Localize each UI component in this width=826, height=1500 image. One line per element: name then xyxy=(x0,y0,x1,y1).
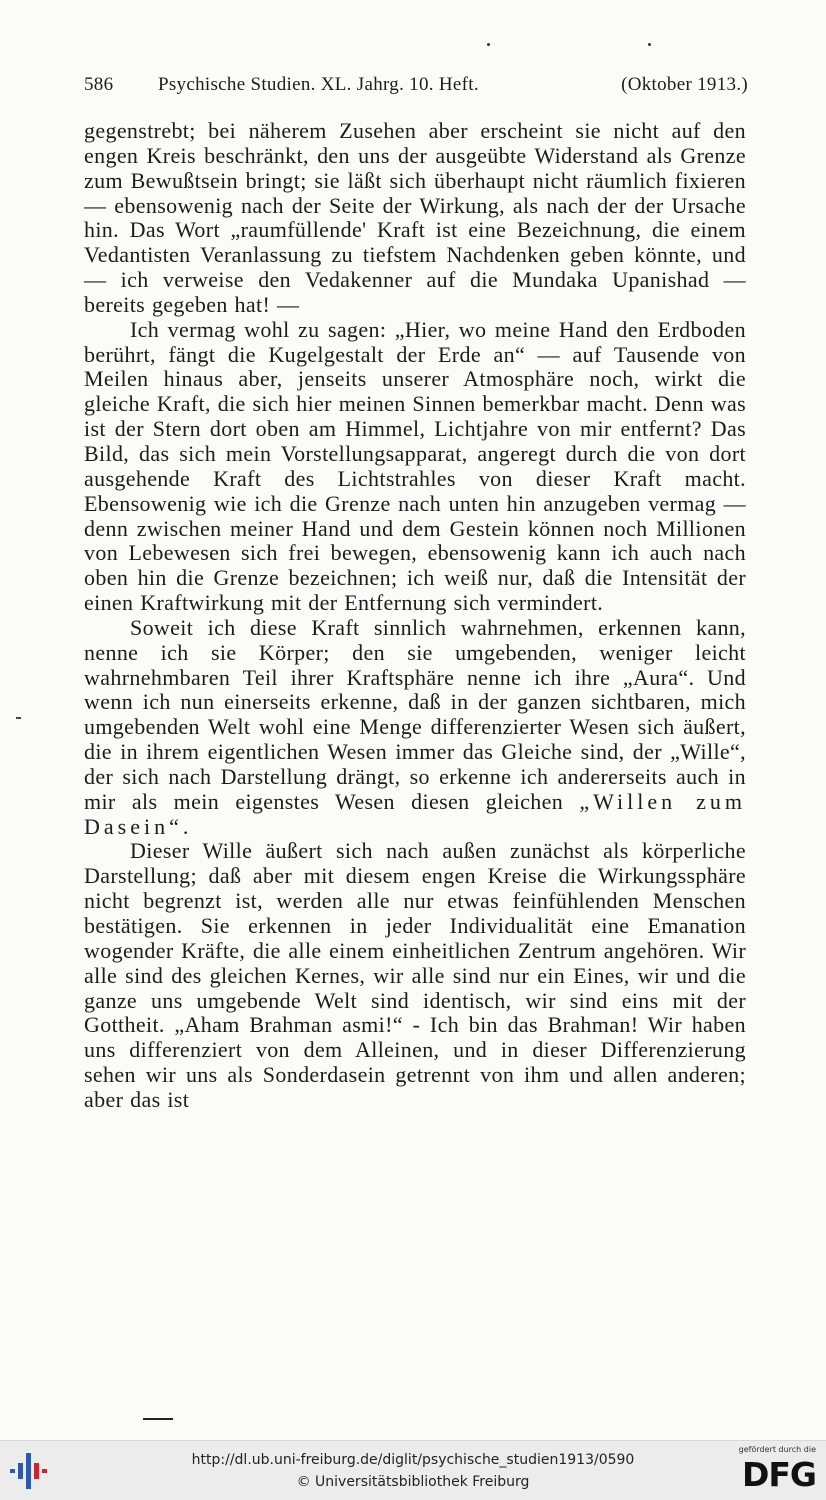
paragraph-2: Ich vermag wohl zu sagen: „Hier, wo meine Hand den Erdboden berührt, fängt die Kugelgestalt der Erde an“ — auf Tausende von Meilen hinaus aber, jenseits unserer Atmosphäre noch, wirkt die gleiche Kraft, die sich hier meinen Sinnen bemerkbar macht. Denn was ist der Stern dort oben am Himmel, Lichtjahre von mir entfernt? Das Bild, das sich mein Vorstellungsapparat, angeregt durch die von dort ausgehende Kraft des Lichtstrahles von dieser Kraft macht. Ebensowenig wie ich die Grenze nach unten hin anzugeben vermag — denn zwischen meiner Hand und dem Gestein können noch Millionen von Lebewesen sich frei bewegen, ebensowenig kann ich auch nach oben hin die Grenze bezeichnen; ich weiß nur, daß die Intensität der einen Kraftwirkung mit der Entfernung sich vermindert. xyxy=(84,316,746,616)
spaced-emphasis: „Willen zum Dasein“. xyxy=(84,788,746,839)
paragraph-3 xyxy=(84,616,746,840)
body-text xyxy=(84,119,746,1113)
running-header xyxy=(84,74,748,104)
margin-mark xyxy=(16,717,21,719)
digital-library-footer xyxy=(0,1440,826,1500)
dfg-funding-label: gefördert durch die xyxy=(738,1445,816,1454)
page-number: 586 xyxy=(84,74,114,95)
footnote-rule xyxy=(143,1418,173,1420)
copyright-notice: © Universitätsbibliothek Freiburg xyxy=(296,1474,530,1490)
paragraph-1: gegenstrebt; bei näherem Zusehen aber erscheint sie nicht auf den engen Kreis beschränkt, den uns der ausgeübte Widerstand als Grenze zum Bewußtsein bringt; sie läßt sich überhaupt nicht räumlich fixieren — ebensowenig nach der Seite der Wirkung, als nach der der Ursache hin. Das Wort „raumfüllende' Kraft ist eine Bezeichnung, die einem Vedantisten Veranlassung zu tiefstem Nachdenken geben könnte, und — ich verweise den Vedakenner auf die Mundaka Upanishad — bereits gegeben hat! — xyxy=(84,118,746,317)
dfg-logo: DFG xyxy=(741,1455,816,1494)
scan-speck xyxy=(487,43,490,46)
paragraph-4: Dieser Wille äußert sich nach außen zunächst als körperliche Darstellung; daß aber mit diesem engen Kreise die Wirkungssphäre nicht begrenzt ist, werden alle nur etwas feinfühlenden Menschen bestätigen. Sie erkennen in jeder Individualität eine Emanation wogender Kräfte, die alle einem einheitlichen Zentrum angehören. Wir alle sind des gleichen Kernes, wir alle sind nur ein Eines, wir und die ganze uns umgebende Welt sind identisch, wir sind eins mit der Gottheit. „Aham Brahman asmi!“ - Ich bin das Brahman! Wir haben uns differenziert von dem Alleinen, und in dieser Differenzierung sehen wir uns als Sonderdasein getrennt von ihm und allen anderen; aber das ist xyxy=(84,838,746,1112)
scan-speck xyxy=(648,43,651,46)
issue-date: (Oktober 1913.) xyxy=(621,74,748,95)
journal-title: Psychische Studien. XL. Jahrg. 10. Heft. xyxy=(158,74,479,95)
source-url[interactable]: http://dl.ub.uni-freiburg.de/diglit/psychische_studien1913/0590 xyxy=(191,1452,635,1468)
paragraph-3-text: Soweit ich diese Kraft sinnlich wahrnehmen, erkennen kann, nenne ich sie Körper; den sie umgebenden, weniger leicht wahrnehmbaren Teil ihrer Kraftsphäre nenne ich ihre „Aura“. Und wenn ich nun einerseits erkenne, daß in der ganzen sichtbaren, mich umgebenden Welt wohl eine Menge differenzierter Wesen sich äußert, die in ihrem eigentlichen Wesen immer das Gleiche sind, der „Wille“, der sich nach Darstellung drängt, so erkenne ich andererseits auch in mir als mein eigenstes Wesen diesen gleichen xyxy=(84,614,746,814)
